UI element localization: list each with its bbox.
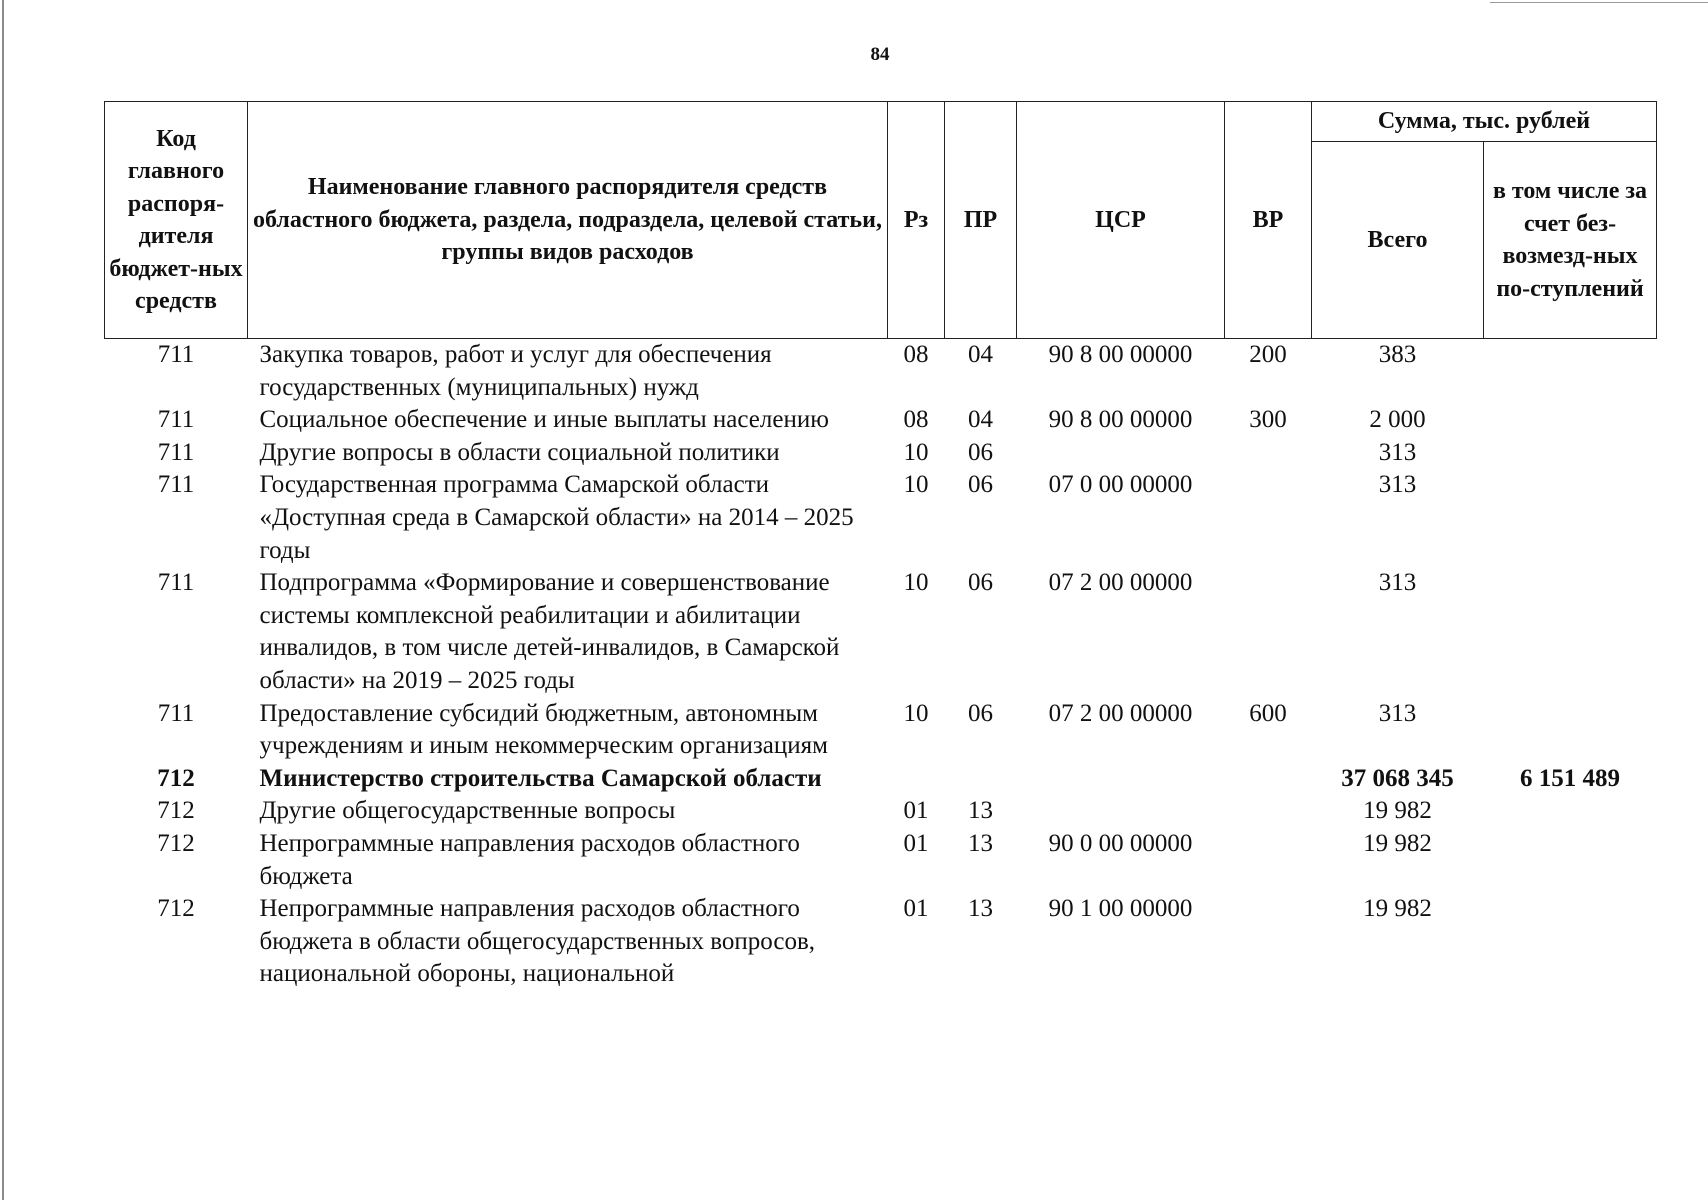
cell-rz: 10 bbox=[903, 471, 929, 499]
cell-name: Закупка товаров, работ и услуг для обеспечения государственных (муниципальных) нужд bbox=[259, 341, 772, 401]
cell-total: 19 982 bbox=[1363, 829, 1432, 857]
page-top-rule bbox=[1490, 2, 1708, 3]
cell-incl: 6 151 489 bbox=[1520, 764, 1620, 792]
table-body bbox=[105, 339, 1657, 991]
cell-csr bbox=[1017, 763, 1225, 796]
cell-incl bbox=[1484, 339, 1657, 405]
cell-code: 711 bbox=[157, 569, 195, 597]
table-row bbox=[105, 469, 1657, 567]
cell-csr bbox=[1017, 437, 1225, 470]
cell-pr: 06 bbox=[968, 699, 993, 727]
cell-rz: 01 bbox=[903, 797, 929, 825]
cell-total: 19 982 bbox=[1363, 895, 1432, 923]
cell-pr: 13 bbox=[968, 895, 993, 923]
cell-incl bbox=[1484, 404, 1657, 437]
cell-rz: 10 bbox=[903, 699, 929, 727]
header-total: Всего bbox=[1312, 142, 1484, 339]
cell-name: Другие общегосударственные вопросы bbox=[259, 797, 676, 825]
cell-csr: 90 1 00 00000 bbox=[1048, 895, 1193, 923]
cell-name: Другие вопросы в области социальной политики bbox=[259, 438, 780, 466]
cell-rz: 10 bbox=[903, 438, 929, 466]
cell-vr bbox=[1225, 567, 1312, 697]
cell-incl bbox=[1484, 698, 1657, 763]
cell-pr bbox=[945, 763, 1017, 796]
cell-csr: 90 8 00 00000 bbox=[1048, 406, 1193, 434]
cell-name: Государственная программа Самарской области «Доступная среда в Самарской области» на 2014 – 2025 годы bbox=[259, 471, 854, 564]
table-row bbox=[105, 339, 1657, 405]
cell-vr bbox=[1225, 828, 1312, 893]
cell-incl bbox=[1484, 567, 1657, 697]
cell-vr: 600 bbox=[1249, 699, 1287, 727]
table-row bbox=[105, 795, 1657, 828]
header-name: Наименование главного распорядителя средств областного бюджета, раздела, подраздела, целевой статьи, группы видов расходов bbox=[248, 102, 888, 339]
cell-code: 712 bbox=[157, 829, 195, 857]
cell-csr: 90 8 00 00000 bbox=[1048, 341, 1193, 368]
cell-name: Предоставление субсидий бюджетным, автономным учреждениям и иным некоммерческим организациям bbox=[259, 699, 828, 760]
cell-total: 313 bbox=[1378, 438, 1417, 466]
cell-total: 37 068 345 bbox=[1341, 764, 1454, 792]
cell-pr: 06 bbox=[968, 471, 993, 499]
header-code: Код главного распоря-дителя бюджет-ных средств bbox=[105, 102, 248, 339]
cell-code: 711 bbox=[157, 438, 195, 466]
cell-name: Непрограммные направления расходов областного бюджета в области общегосударственных вопросов, национальной обороны, национальной bbox=[259, 895, 816, 988]
header-incl: в том числе за счет без-возмезд-ных по-ступлений bbox=[1484, 142, 1657, 339]
cell-pr: 06 bbox=[968, 569, 993, 597]
cell-rz: 01 bbox=[903, 829, 929, 857]
cell-total: 2 000 bbox=[1369, 406, 1426, 434]
table-row bbox=[105, 828, 1657, 893]
cell-name: Министерство строительства Самарской области bbox=[259, 764, 822, 792]
cell-incl bbox=[1484, 828, 1657, 893]
cell-pr: 04 bbox=[968, 341, 993, 368]
cell-csr: 90 0 00 00000 bbox=[1048, 829, 1193, 857]
table-row bbox=[105, 698, 1657, 763]
budget-table bbox=[104, 101, 1657, 991]
table-row bbox=[105, 437, 1657, 470]
cell-rz bbox=[888, 763, 945, 796]
cell-vr bbox=[1225, 893, 1312, 991]
cell-pr: 13 bbox=[968, 829, 993, 857]
cell-total: 19 982 bbox=[1363, 797, 1432, 825]
table-row bbox=[105, 893, 1657, 991]
cell-code: 712 bbox=[157, 895, 195, 923]
cell-vr bbox=[1225, 763, 1312, 796]
header-pr: ПР bbox=[945, 102, 1017, 339]
cell-csr bbox=[1017, 795, 1225, 828]
cell-csr: 07 2 00 00000 bbox=[1048, 699, 1193, 727]
cell-pr: 13 bbox=[968, 797, 993, 825]
cell-incl bbox=[1484, 795, 1657, 828]
page-edge-rule bbox=[2, 0, 4, 1200]
cell-rz: 10 bbox=[903, 569, 929, 597]
page-number: 84 bbox=[870, 44, 890, 65]
header-vr: ВР bbox=[1225, 102, 1312, 339]
cell-vr bbox=[1225, 469, 1312, 567]
cell-vr bbox=[1225, 795, 1312, 828]
cell-total: 313 bbox=[1378, 569, 1417, 597]
cell-vr bbox=[1225, 437, 1312, 470]
cell-incl bbox=[1484, 469, 1657, 567]
cell-incl bbox=[1484, 893, 1657, 991]
cell-code: 711 bbox=[157, 699, 195, 727]
cell-csr: 07 2 00 00000 bbox=[1048, 569, 1193, 597]
cell-code: 712 bbox=[157, 764, 195, 792]
cell-pr: 06 bbox=[968, 438, 993, 466]
cell-total: 313 bbox=[1378, 471, 1417, 499]
cell-csr: 07 0 00 00000 bbox=[1048, 471, 1193, 499]
table-row bbox=[105, 567, 1657, 697]
cell-incl bbox=[1484, 437, 1657, 470]
cell-name: Подпрограмма «Формирование и совершенствование системы комплексной реабилитации и абилитации инвалидов, в том числе детей-инвалидов, в Самарской области» на 2019 – 2025 годы bbox=[259, 569, 840, 694]
table-row-ministry bbox=[105, 763, 1657, 796]
cell-code: 711 bbox=[157, 406, 195, 434]
cell-pr: 04 bbox=[968, 406, 993, 434]
cell-code: 711 bbox=[157, 471, 195, 499]
cell-rz: 08 bbox=[903, 406, 929, 434]
cell-name: Непрограммные направления расходов областного бюджета bbox=[259, 829, 800, 890]
header-csr: ЦСР bbox=[1017, 102, 1225, 339]
cell-code: 712 bbox=[157, 797, 195, 825]
cell-code: 711 bbox=[157, 341, 195, 368]
header-rz: Рз bbox=[888, 102, 945, 339]
cell-rz: 08 bbox=[903, 341, 929, 368]
cell-total: 383 bbox=[1378, 341, 1417, 368]
header-sum-group: Сумма, тыс. рублей bbox=[1312, 102, 1657, 142]
cell-vr: 300 bbox=[1249, 406, 1287, 434]
cell-rz: 01 bbox=[903, 895, 929, 923]
cell-vr: 200 bbox=[1249, 341, 1287, 368]
cell-total: 313 bbox=[1378, 699, 1417, 727]
cell-name: Социальное обеспечение и иные выплаты населению bbox=[259, 406, 829, 434]
table-row bbox=[105, 404, 1657, 437]
